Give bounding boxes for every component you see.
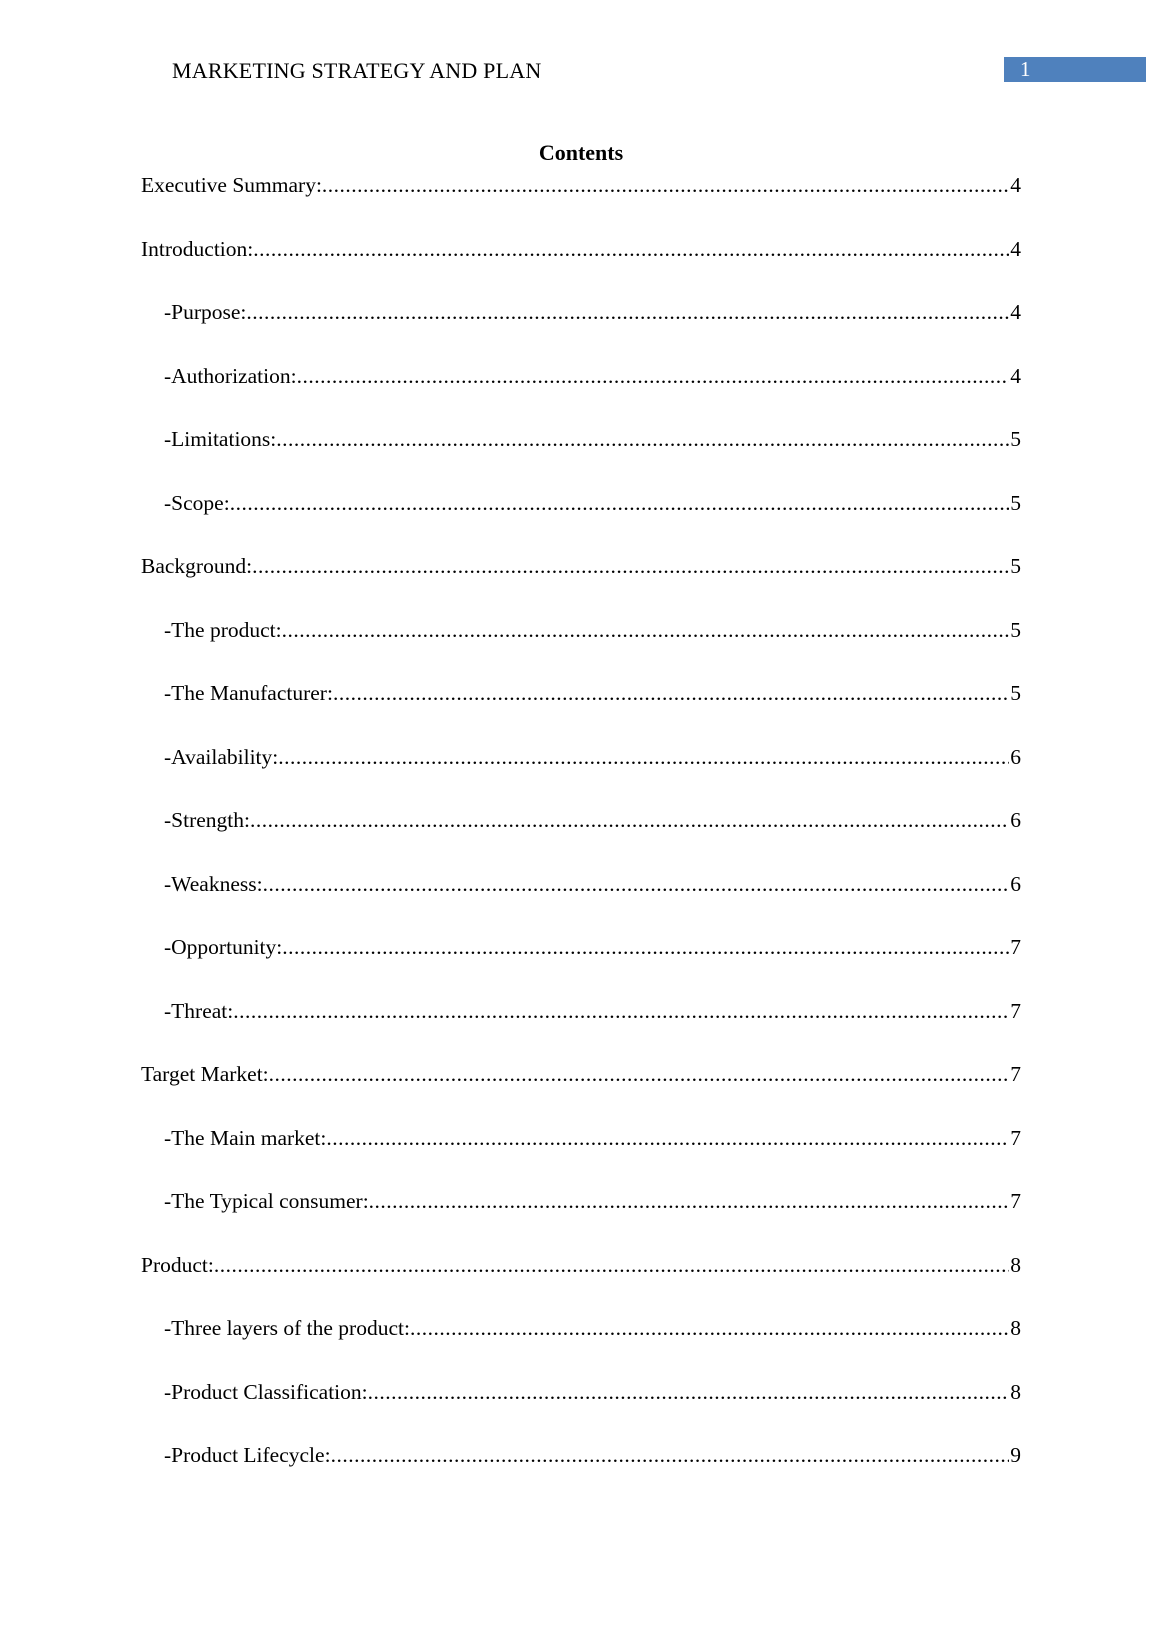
toc-entry[interactable]	[141, 553, 1021, 579]
toc-entry[interactable]	[141, 998, 1021, 1024]
toc-dot-leader	[263, 871, 1010, 897]
toc-dot-leader	[250, 807, 1009, 833]
toc-entry[interactable]	[141, 236, 1021, 262]
toc-entry[interactable]	[141, 1125, 1021, 1151]
toc-entry-label[interactable]: -Threat:	[164, 998, 234, 1023]
toc-entry-page[interactable]: 6	[1010, 808, 1021, 832]
toc-entry-page[interactable]: 5	[1010, 554, 1021, 578]
toc-dot-leader	[326, 1125, 1009, 1151]
toc-entry[interactable]	[141, 1315, 1021, 1341]
toc-entry[interactable]	[141, 1061, 1021, 1087]
toc-entry-label[interactable]: -Limitations:	[164, 427, 277, 451]
toc-entry-page[interactable]: 5	[1010, 617, 1021, 642]
toc-dot-leader	[214, 1252, 1009, 1278]
toc-entry-label[interactable]: -The Typical consumer:	[164, 1189, 369, 1213]
toc-entry-page[interactable]: 4	[1010, 236, 1021, 261]
toc-entry-page[interactable]: 4	[1010, 300, 1021, 324]
toc-entry-label[interactable]: Introduction:	[141, 236, 254, 261]
toc-entry-label[interactable]: -Authorization:	[164, 363, 297, 388]
toc-dot-leader	[269, 1061, 1010, 1087]
toc-dot-leader	[331, 1442, 1010, 1468]
toc-entry[interactable]	[141, 1188, 1021, 1214]
page-number: 1	[1020, 57, 1031, 81]
toc-dot-leader	[369, 1188, 1010, 1214]
toc-dot-leader	[410, 1315, 1009, 1341]
toc-entry-page[interactable]: 6	[1010, 871, 1021, 896]
toc-entry-page[interactable]: 5	[1010, 427, 1021, 451]
toc-entry-page[interactable]: 4	[1010, 363, 1021, 388]
toc-entry-label[interactable]: -Three layers of the product:	[164, 1316, 410, 1340]
toc-entry-page[interactable]: 6	[1010, 744, 1021, 769]
toc-dot-leader	[297, 363, 1010, 389]
toc-entry-label[interactable]: -Product Classification:	[164, 1379, 368, 1404]
toc-entry-label[interactable]: -Product Lifecycle:	[164, 1443, 331, 1467]
toc-dot-leader	[276, 426, 1009, 452]
toc-dot-leader	[368, 1379, 1010, 1405]
running-head: MARKETING STRATEGY AND PLAN	[172, 58, 542, 83]
toc-entry-page[interactable]: 8	[1010, 1316, 1021, 1340]
toc-entry[interactable]	[141, 172, 1021, 198]
toc-entry[interactable]	[141, 871, 1021, 897]
toc-entry-page[interactable]: 5	[1010, 490, 1021, 515]
toc-entry[interactable]	[141, 1442, 1021, 1468]
toc-dot-leader	[282, 934, 1009, 960]
toc-entry[interactable]	[141, 363, 1021, 389]
table-of-contents	[141, 138, 1021, 1506]
toc-entry-label[interactable]: -The Main market:	[164, 1125, 327, 1150]
toc-list	[141, 172, 1021, 1468]
toc-entry[interactable]	[141, 490, 1021, 516]
toc-entry-page[interactable]: 4	[1010, 173, 1021, 197]
toc-entry[interactable]	[141, 744, 1021, 770]
toc-dot-leader	[233, 998, 1009, 1024]
toc-entry-page[interactable]: 7	[1010, 1125, 1021, 1150]
toc-entry[interactable]	[141, 617, 1021, 643]
toc-entry-page[interactable]: 7	[1010, 1062, 1021, 1086]
toc-entry-label[interactable]: -The product:	[164, 617, 282, 642]
toc-entry[interactable]	[141, 680, 1021, 706]
toc-entry-label[interactable]: Product:	[141, 1252, 214, 1277]
toc-entry-page[interactable]: 8	[1010, 1379, 1021, 1404]
toc-dot-leader	[252, 553, 1009, 579]
page-header	[0, 0, 1158, 100]
toc-entry-page[interactable]: 7	[1010, 935, 1021, 959]
toc-entry-label[interactable]: -Weakness:	[164, 871, 263, 896]
toc-entry[interactable]	[141, 1379, 1021, 1405]
toc-entry[interactable]	[141, 934, 1021, 960]
toc-dot-leader	[230, 490, 1010, 516]
toc-entry-page[interactable]: 5	[1010, 681, 1021, 705]
toc-entry[interactable]	[141, 299, 1021, 325]
toc-entry-page[interactable]: 8	[1010, 1252, 1021, 1277]
toc-entry[interactable]	[141, 1252, 1021, 1278]
toc-entry-page[interactable]: 9	[1010, 1443, 1021, 1467]
toc-entry[interactable]	[141, 426, 1021, 452]
toc-dot-leader	[246, 299, 1009, 325]
toc-entry-label[interactable]: Executive Summary:	[141, 173, 322, 197]
toc-entry[interactable]	[141, 807, 1021, 833]
toc-entry-label[interactable]: -Purpose:	[164, 300, 247, 324]
toc-entry-label[interactable]: -Strength:	[164, 808, 250, 832]
toc-entry-label[interactable]: -Availability:	[164, 744, 279, 769]
toc-entry-label[interactable]: -Scope:	[164, 490, 230, 515]
toc-dot-leader	[322, 172, 1009, 198]
toc-entry-label[interactable]: -Opportunity:	[164, 935, 283, 959]
toc-dot-leader	[282, 617, 1010, 643]
toc-dot-leader	[333, 680, 1009, 706]
toc-dot-leader	[253, 236, 1009, 262]
page-number-box	[1004, 57, 1146, 82]
toc-title: Contents	[538, 140, 624, 165]
toc-entry-label[interactable]: Background:	[141, 554, 253, 578]
toc-dot-leader	[278, 744, 1009, 770]
toc-entry-label[interactable]: -The Manufacturer:	[164, 681, 333, 705]
toc-entry-label[interactable]: Target Market:	[141, 1062, 269, 1086]
toc-entry-page[interactable]: 7	[1010, 1189, 1021, 1213]
toc-entry-page[interactable]: 7	[1010, 998, 1021, 1023]
